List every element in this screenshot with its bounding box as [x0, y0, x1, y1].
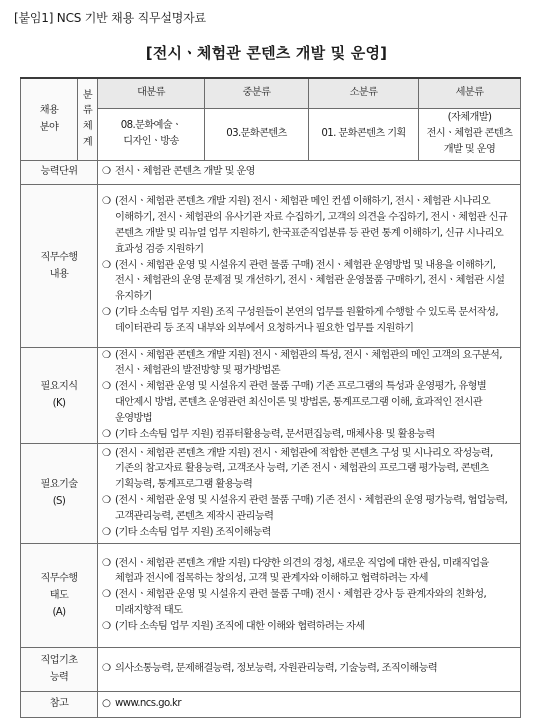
attachment-header: [붙임1] NCS 기반 채용 직무설명자료 — [14, 11, 206, 25]
list-item: ❍ 의사소통능력, 문제해결능력, 정보능력, 자원관리능력, 기술능력, 조직이해능력 — [102, 661, 516, 677]
list-item: ❍ (기타 소속팀 업무 지원) 컴퓨터활용능력, 문서편집능력, 매체사용 및 활용능력 — [102, 427, 516, 443]
bullet-icon: ❍ — [102, 196, 111, 208]
bullet-icon: ❍ — [102, 428, 111, 440]
list-item: ❍ (전시ㆍ체험관 운영 및 시설유지 관련 물품 구매) 전시ㆍ체험관 강사 등 관계자와의 친화성, 미래지향적 태도 — [102, 587, 516, 619]
bullet-icon: ❍ — [102, 495, 111, 506]
column-header-minor: 소분류 — [309, 78, 419, 108]
list-item: ❍ (전시ㆍ체험관 운영 및 시설유지 관련 물품 구매) 기존 프로그램의 특성과 운영평가, 유형별 대안제시 방법, 콘텐츠 운영관련 최신이론 및 방법론, 통계프로그램 이해, 효과적인 전시관 운영방법 — [102, 379, 516, 426]
minor-category-value: 01. 문화콘텐츠 기획 — [309, 108, 419, 160]
bullet-icon: ❍ — [102, 663, 111, 675]
bullet-icon: ❍ — [102, 526, 111, 538]
list-item: ❍ (기타 소속팀 업무 지원) 조직에 대한 이해와 협력하려는 자세 — [102, 619, 516, 635]
row-label-duties: 직무수행 내용 — [21, 184, 98, 347]
list-item: ❍ (전시ㆍ체험관 콘텐츠 개발 지원) 전시ㆍ체험관에 적합한 콘텐츠 구성 및 시나리오 작성능력, 기존의 참고자료 활용능력, 고객조사 능력, 기존 전시ㆍ체험관의 프로그램 평가능력, 콘텐츠 기획능력, 통계프로그램 활용능력 — [102, 446, 516, 493]
bullet-icon: ❍ — [102, 381, 111, 393]
list-item — [102, 696, 516, 712]
skills-content — [98, 443, 521, 543]
bullet-icon: ❍ — [102, 306, 111, 318]
list-item: ❍ (전시ㆍ체험관 운영 및 시설유지 관련 물품 구매) 전시ㆍ체험관 운영방법 및 내용을 이해하기, 전시ㆍ체험관의 운영 문제점 및 개선하기, 전시ㆍ체험관 운영물품 구매하기, 전시ㆍ체험관 시설 유지하기 — [102, 258, 516, 305]
bullet-icon: ❍ — [102, 259, 111, 271]
knowledge-content — [98, 347, 521, 443]
major-category-value: 08.문화예술ㆍ 디자인ㆍ방송 — [98, 108, 205, 160]
row-label-reference: 참고 — [21, 691, 98, 717]
bullet-icon: ❍ — [102, 589, 111, 601]
list-item: ❍ (전시ㆍ체험관 운영 및 시설유지 관련 물품 구매) 기존 전시ㆍ체험관의 운영 평가능력, 협업능력, 고객관리능력, 콘텐츠 제작시 관리능력 — [102, 493, 516, 525]
row-label-skills: 필요기술 (S) — [21, 443, 98, 543]
row-label-ability-unit: 능력단위 — [21, 160, 98, 184]
bullet-icon: ❍ — [102, 349, 111, 361]
basic-competency-content — [98, 647, 521, 691]
bullet-icon: ❍ — [102, 557, 111, 569]
list-item: ❍ (전시ㆍ체험관 콘텐츠 개발 지원) 전시ㆍ체험관 메인 컨셉 이해하기, 전시ㆍ체험관 시나리오 이해하기, 전시ㆍ체험관의 유사기관 자료 수집하기, 고객의 의견을 수집하기, 전시ㆍ체험관 신규 콘텐츠 개발 및 리뉴얼 업무 지원하기, 한국표준직업분류 등 관련 통계 이해하기, 신규 시나리오 효과성 검증 지원하기 — [102, 194, 516, 257]
classification-label: 채용 분야 — [21, 78, 78, 160]
list-item: ❍ 전시ㆍ체험관 콘텐츠 개발 및 운영 — [102, 164, 516, 180]
circle-bullet-icon: ○ — [102, 698, 111, 710]
middle-category-value: 03.문화콘텐츠 — [205, 108, 309, 160]
bullet-icon: ❍ — [102, 166, 111, 178]
attitude-content — [98, 543, 521, 647]
column-header-detail: 세분류 — [419, 78, 521, 108]
bullet-icon: ❍ — [102, 620, 111, 632]
job-description-table — [20, 77, 521, 718]
row-label-basic-competency: 직업기초 능력 — [21, 647, 98, 691]
list-item: ❍ (기타 소속팀 업무 지원) 조직이해능력 — [102, 525, 516, 541]
ability-unit-content — [98, 160, 521, 184]
classification-system-label: 분 류 체 계 — [78, 78, 98, 160]
bullet-icon: ❍ — [102, 447, 111, 459]
reference-content — [98, 691, 521, 717]
list-item: ❍ (전시ㆍ체험관 콘텐츠 개발 지원) 전시ㆍ체험관의 특성, 전시ㆍ체험관의 메인 고객의 요구분석, 전시ㆍ체험관의 발전방향 및 평가방법론 — [102, 348, 516, 380]
row-label-attitude: 직무수행 태도 (A) — [21, 543, 98, 647]
duties-content — [98, 184, 521, 347]
column-header-middle: 중분류 — [205, 78, 309, 108]
row-label-knowledge: 필요지식 (K) — [21, 347, 98, 443]
list-item: ❍ (기타 소속팀 업무 지원) 조직 구성원들이 본연의 업무를 원활하게 수행할 수 있도록 문서작성, 데이터관리 등 조직 내부와 외부에서 요청하거나 필요한 업무를 지원하기 — [102, 305, 516, 337]
document-title: [전시ㆍ체험관 콘텐츠 개발 및 운영] — [145, 44, 388, 62]
reference-url: www.ncs.go.kr — [115, 698, 181, 710]
list-item: ❍ (전시ㆍ체험관 콘텐츠 개발 지원) 다양한 의견의 경청, 새로운 직업에 대한 관심, 미래직업을 체험과 전시에 접목하는 창의성, 고객 및 관계자와 이해하고 협력하려는 자세 — [102, 556, 516, 588]
column-header-major: 대분류 — [98, 78, 205, 108]
detail-category-value: (자체개발) 전시ㆍ체험관 콘텐츠 개발 및 운영 — [419, 108, 521, 160]
